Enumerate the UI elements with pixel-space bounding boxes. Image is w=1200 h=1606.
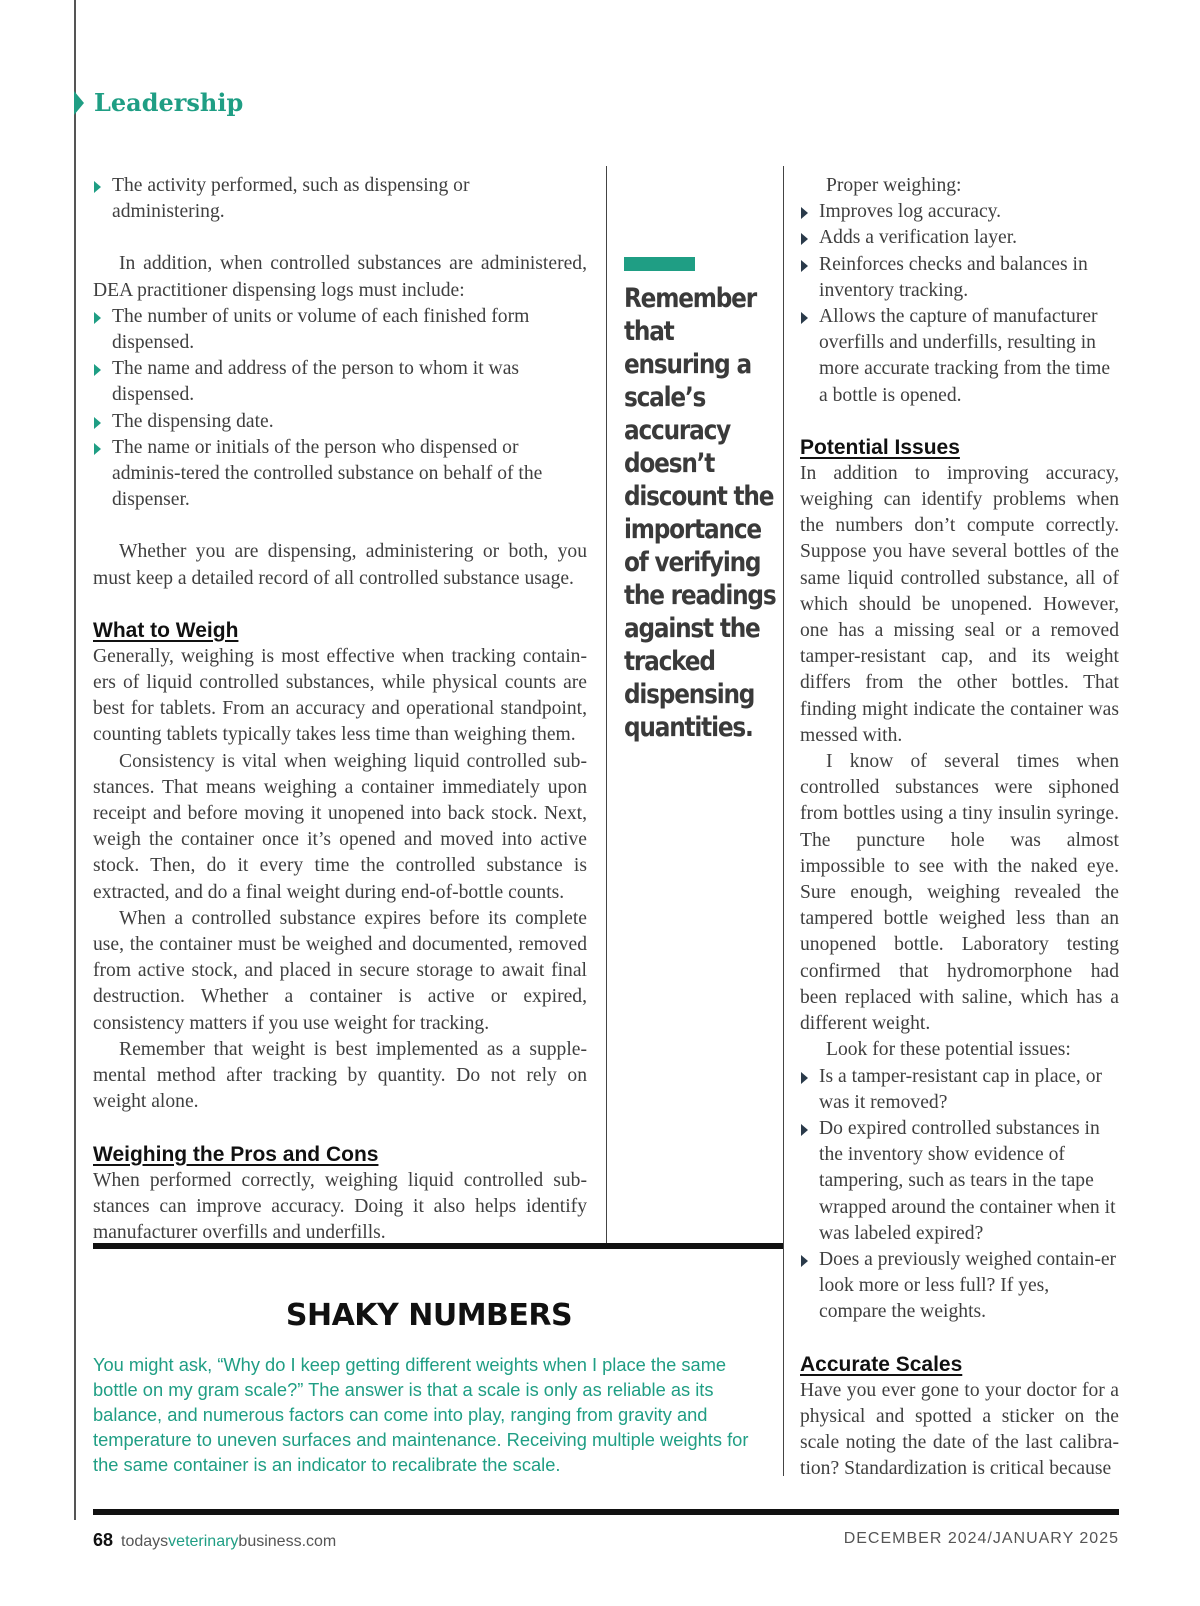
section-title: Leadership	[94, 88, 244, 117]
paragraph: Generally, weighing is most effective when tracking contain-ers of liquid controlled substances, while physical counts are best for tablets. From an accuracy and operational standpoint, counting tablets typically takes less time than weighing them.	[93, 645, 587, 746]
list-item: The dispensing date.	[93, 409, 587, 435]
section-header	[74, 88, 243, 117]
list-item: Adds a verification layer.	[800, 225, 1119, 251]
column-divider	[606, 166, 607, 1246]
pull-quote-bar	[624, 257, 695, 271]
paragraph: Consistency is vital when weighing liquid controlled sub-stances. That means weighing a container immediately upon receipt and before moving it unopened into back stock. Next, weigh the container once it’s opened and moved into active stock. Then, do it every time the controlled substance is extracted, and do a final weight during end-of-bottle counts.	[93, 750, 587, 903]
paragraph: Remember that weight is best implemented as a supple-mental method after tracking by quantity. Do not rely on weight alone.	[93, 1038, 587, 1113]
sidebar-body: You might ask, “Why do I keep getting different weights when I place the same bottle on my gram scale?” The answer is that a scale is only as reliable as its balance, and numerous factors can come into play, ranging from gravity and temperature to uneven surfaces and maintenance. Receiving multiple weights for the same container is an indicator to recalibrate the scale.	[93, 1354, 749, 1475]
subhead-pros-and-cons: Weighing the Pros and Cons	[93, 1142, 379, 1166]
paragraph: In addition, when controlled substances are administered, DEA practitioner dispensing logs must include:	[93, 253, 587, 301]
footer-left	[93, 1530, 336, 1551]
subhead-accurate-scales: Accurate Scales	[800, 1352, 963, 1376]
list-item: The number of units or volume of each finished form dispensed.	[93, 304, 587, 356]
sidebar-rule	[93, 1243, 783, 1249]
paragraph: Proper weighing:	[826, 175, 962, 196]
footer-rule	[93, 1509, 1119, 1515]
site-url-accent: veterinary	[168, 1533, 239, 1550]
list-item: The activity performed, such as dispensing or administering.	[93, 173, 587, 225]
paragraph: When performed correctly, weighing liquid controlled sub-stances can improve accuracy. Doing it also helps identify manufacturer overfills and underfills.	[93, 1169, 587, 1243]
paragraph: When a controlled substance expires before its complete use, the container must be weighed and documented, removed from active stock, and placed in secure storage to await final destruction. Whether a container is active or expired, consistency matters if you use weight for tracking.	[93, 907, 587, 1034]
list-item: The name and address of the person to whom it was dispensed.	[93, 356, 587, 408]
site-url-prefix: todays	[121, 1533, 169, 1550]
column-divider	[783, 166, 784, 1476]
list-item: The name or initials of the person who dispensed or adminis-tered the controlled substance on behalf of the dispenser.	[93, 435, 587, 514]
list-item: Does a previously weighed contain-er look more or less full? If yes, compare the weights.	[800, 1247, 1119, 1326]
pull-quote: Remember that ensuring a scale’s accuracy doesn’t discount the importance of verifying the readings against the tracked dispensing quantities.	[624, 283, 776, 743]
paragraph: Whether you are dispensing, administering or both, you must keep a detailed record of all controlled substance usage.	[93, 541, 587, 589]
section-arrow-icon	[74, 91, 84, 115]
list-item: Allows the capture of manufacturer overfills and underfills, resulting in more accurate tracking from the time a bottle is opened.	[800, 304, 1119, 409]
margin-rule	[74, 0, 76, 1520]
list-item: Reinforces checks and balances in inventory tracking.	[800, 252, 1119, 304]
sidebar-title: SHAKY NUMBERS	[285, 1298, 573, 1333]
subhead-what-to-weigh: What to Weigh	[93, 618, 239, 642]
list-item: Do expired controlled substances in the inventory show evidence of tampering, such as tears in the tape wrapped around the container when it was labeled expired?	[800, 1116, 1119, 1247]
paragraph: Have you ever gone to your doctor for a physical and spotted a sticker on the scale noting the date of the last calibra-tion? Standardization is critical because	[800, 1379, 1119, 1480]
paragraph: In addition to improving accuracy, weighing can identify problems when the numbers don’t compute correctly. Suppose you have several bottles of the same liquid controlled substance, all of which should be unopened. However, one has a missing seal or a removed tamper-resistant cap, and its weight differs from the other bottles. That finding might indicate the container was messed with.	[800, 462, 1119, 746]
list-item: Is a tamper-resistant cap in place, or was it removed?	[800, 1064, 1119, 1116]
subhead-potential-issues: Potential Issues	[800, 435, 960, 459]
site-url-suffix: business.com	[238, 1533, 337, 1550]
article-column-1	[93, 173, 587, 1246]
issue-date: DECEMBER 2024/JANUARY 2025	[843, 1530, 1119, 1547]
article-column-3	[800, 173, 1119, 1482]
page-number: 68	[93, 1530, 114, 1550]
paragraph: I know of several times when controlled substances were siphoned from bottles using a tiny insulin syringe. The puncture hole was almost impossible to see with the naked eye. Sure enough, weighing revealed the tampered bottle weighed less than an unopened bottle. Laboratory testing confirmed that hydromorphone had been replaced with saline, which has a different weight.	[800, 751, 1119, 1035]
paragraph: Look for these potential issues:	[826, 1039, 1071, 1061]
list-item: Improves log accuracy.	[800, 199, 1119, 225]
